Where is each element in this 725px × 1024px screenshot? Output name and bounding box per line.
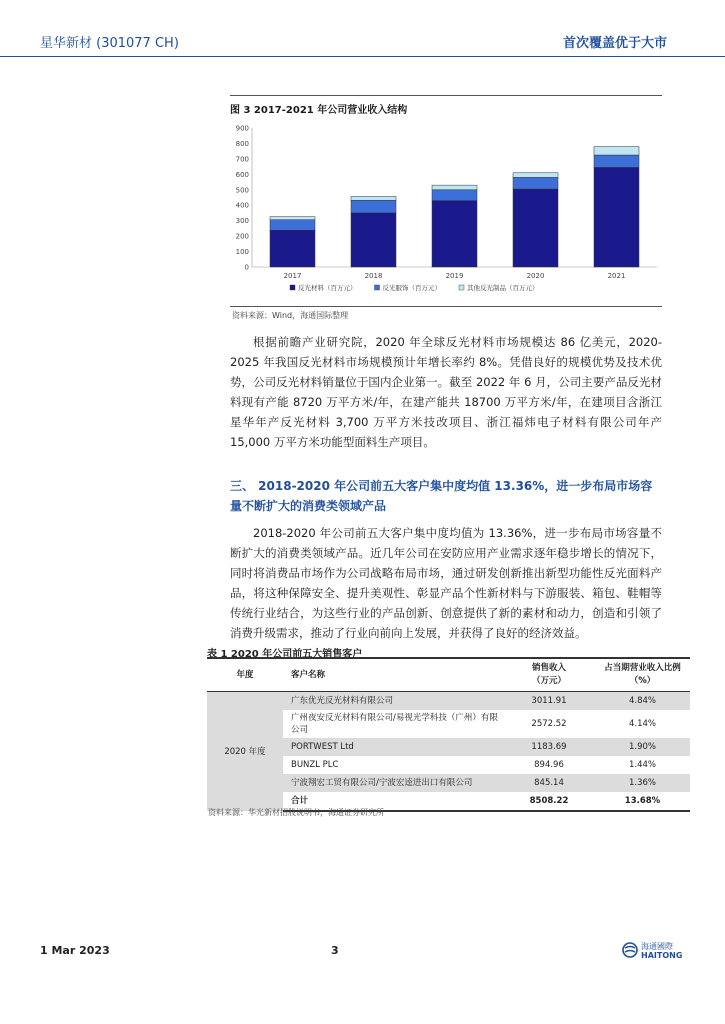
figure-rule-bottom [230, 306, 662, 307]
legend-label: 其他反光制品（百万元） [467, 284, 539, 292]
x-tick-label: 2021 [607, 272, 626, 280]
x-tick-label: 2017 [283, 272, 302, 280]
bar-segment [270, 217, 315, 220]
y-tick-label: 300 [235, 217, 249, 226]
x-tick-label: 2020 [526, 272, 545, 280]
legend-label: 反光材料（百万元） [298, 284, 357, 292]
customer-sales: 845.14 [503, 774, 595, 792]
logo-line-2: HAITONG [641, 951, 683, 960]
bar-segment [351, 200, 396, 213]
y-tick-label: 700 [235, 155, 249, 164]
figure-rule-top [230, 95, 662, 96]
section-title: 三、 2018-2020 年公司前五大客户集中度均值 13.36%，进一步布局市场容量不断扩大的消费类领域产品 [230, 479, 653, 513]
paragraph-customers [230, 523, 662, 643]
y-tick-label: 800 [235, 139, 249, 148]
y-tick-label: 500 [235, 186, 249, 195]
paragraph-customers-text: 2018-2020 年公司前五大客户集中度均值为 13.36%，进一步布局市场容量不断扩大的消费类领域产品。近几年公司在安防应用产业需求逐年稳步增长的情况下，同时将消费品市场作为公司战略布局市场，通过研发创新推出新型功能性反光面料产品，将这种保障安全、提升美观性、彰显产品个性新材料与下游服装、箱包、鞋帽等传统行业结合，为这些行业的产品创新、创意提供了新的素材和动力，创造和引领了消费升级需求，推动了行业向前向上发展，并获得了良好的经济效益。 [230, 526, 662, 640]
table-row [207, 692, 690, 711]
x-tick-label: 2019 [445, 272, 464, 280]
legend-swatch [290, 285, 295, 290]
customer-name: 广东优光反光材料有限公司 [283, 692, 503, 711]
bar-segment [594, 147, 639, 155]
haitong-logo-text [641, 942, 682, 960]
legend-label: 反光服饰（百万元） [382, 284, 441, 292]
y-tick-label: 600 [235, 170, 249, 179]
top-customers-table [207, 657, 690, 812]
header-rating: 首次覆盖优于大市 [562, 36, 667, 51]
bar-segment [513, 173, 558, 178]
col-header-name: 客户名称 [283, 658, 503, 692]
revenue-structure-chart [230, 118, 662, 304]
bar-segment [594, 167, 639, 267]
customer-sales: 894.96 [534, 760, 564, 770]
table-source: 资料来源：华光新材招股说明书，海通证券研究所 [208, 808, 384, 817]
customer-ratio: 1.36% [595, 774, 690, 792]
header-ticker: 星华新材 (301077 CH) [40, 36, 179, 51]
logo-line-1: 海通國際 [641, 942, 673, 951]
haitong-logo-icon [622, 942, 638, 958]
legend-swatch [375, 285, 380, 290]
x-tick-label: 2018 [364, 272, 383, 280]
bar-segment [351, 196, 396, 200]
col-header-year: 年度 [207, 658, 283, 692]
legend-swatch [459, 285, 464, 290]
paragraph-market [230, 332, 662, 452]
footer-date: 1 Mar 2023 [40, 944, 110, 957]
figure-source: 资料来源：Wind，海通国际整理 [232, 311, 349, 320]
bar-segment [594, 155, 639, 167]
figure-title: 图 3 2017-2021 年公司营业收入结构 [230, 105, 408, 116]
bar-segment [513, 189, 558, 267]
customer-name: BUNZL PLC [291, 760, 339, 770]
customer-ratio: 1.90% [595, 738, 690, 756]
col-header-ratio: 占当期营业收入比例 （%） [595, 658, 690, 692]
customer-name: 宁波翔宏工贸有限公司/宁波宏逵进出口有限公司 [283, 774, 503, 792]
y-tick-label: 400 [235, 201, 249, 210]
bar-segment [513, 177, 558, 189]
total-label: 合计 [283, 792, 503, 811]
total-ratio: 13.68% [595, 792, 690, 811]
y-tick-label: 200 [235, 232, 249, 241]
table-title: 表 1 2020 年公司前五大销售客户 [207, 649, 363, 660]
customer-ratio: 4.84% [595, 692, 690, 711]
year-cell: 2020 年度 [207, 692, 283, 812]
customer-ratio: 1.44% [628, 760, 656, 770]
bar-segment [432, 201, 477, 267]
customer-ratio: 4.14% [628, 719, 656, 729]
y-tick-label: 0 [244, 263, 249, 272]
bar-segment [432, 185, 477, 190]
paragraph-market-text: 根据前瞻产业研究院，2020 年全球反光材料市场规模达 86 亿美元，2020-2025 年我国反光材料市场规模预计年增长率约 8%。凭借良好的规模优势及技术优势，公司反光材料销量位于国内企业第一。截至 2022 年 6 月，公司主要产品反光材料现有产能 8720 万平方米/年，在建产能共 18700 万平方米/年，在建项目含浙江星华年产反光材料 3,700 万平方米技改项目、浙江福炜电子材料有限公司年产 15,000 万平方米功能型面料生产项目。 [230, 335, 662, 449]
customer-name: PORTWEST Ltd [283, 738, 503, 756]
y-tick-label: 100 [235, 248, 249, 257]
page-number: 3 [331, 944, 339, 957]
y-tick-label: 900 [235, 124, 249, 133]
customer-name: 广州夜安反光材料有限公司/易视光学科技（广州）有限公司 [291, 713, 498, 735]
bar-segment [351, 213, 396, 267]
col-header-sales: 销售收入 （万元） [503, 658, 595, 692]
header-divider [0, 56, 725, 57]
total-sales: 8508.22 [503, 792, 595, 811]
bar-segment [270, 220, 315, 231]
bar-segment [270, 230, 315, 267]
customer-sales: 3011.91 [503, 692, 595, 711]
bar-segment [432, 190, 477, 201]
customer-sales: 2572.52 [531, 719, 567, 729]
customer-sales: 1183.69 [503, 738, 595, 756]
